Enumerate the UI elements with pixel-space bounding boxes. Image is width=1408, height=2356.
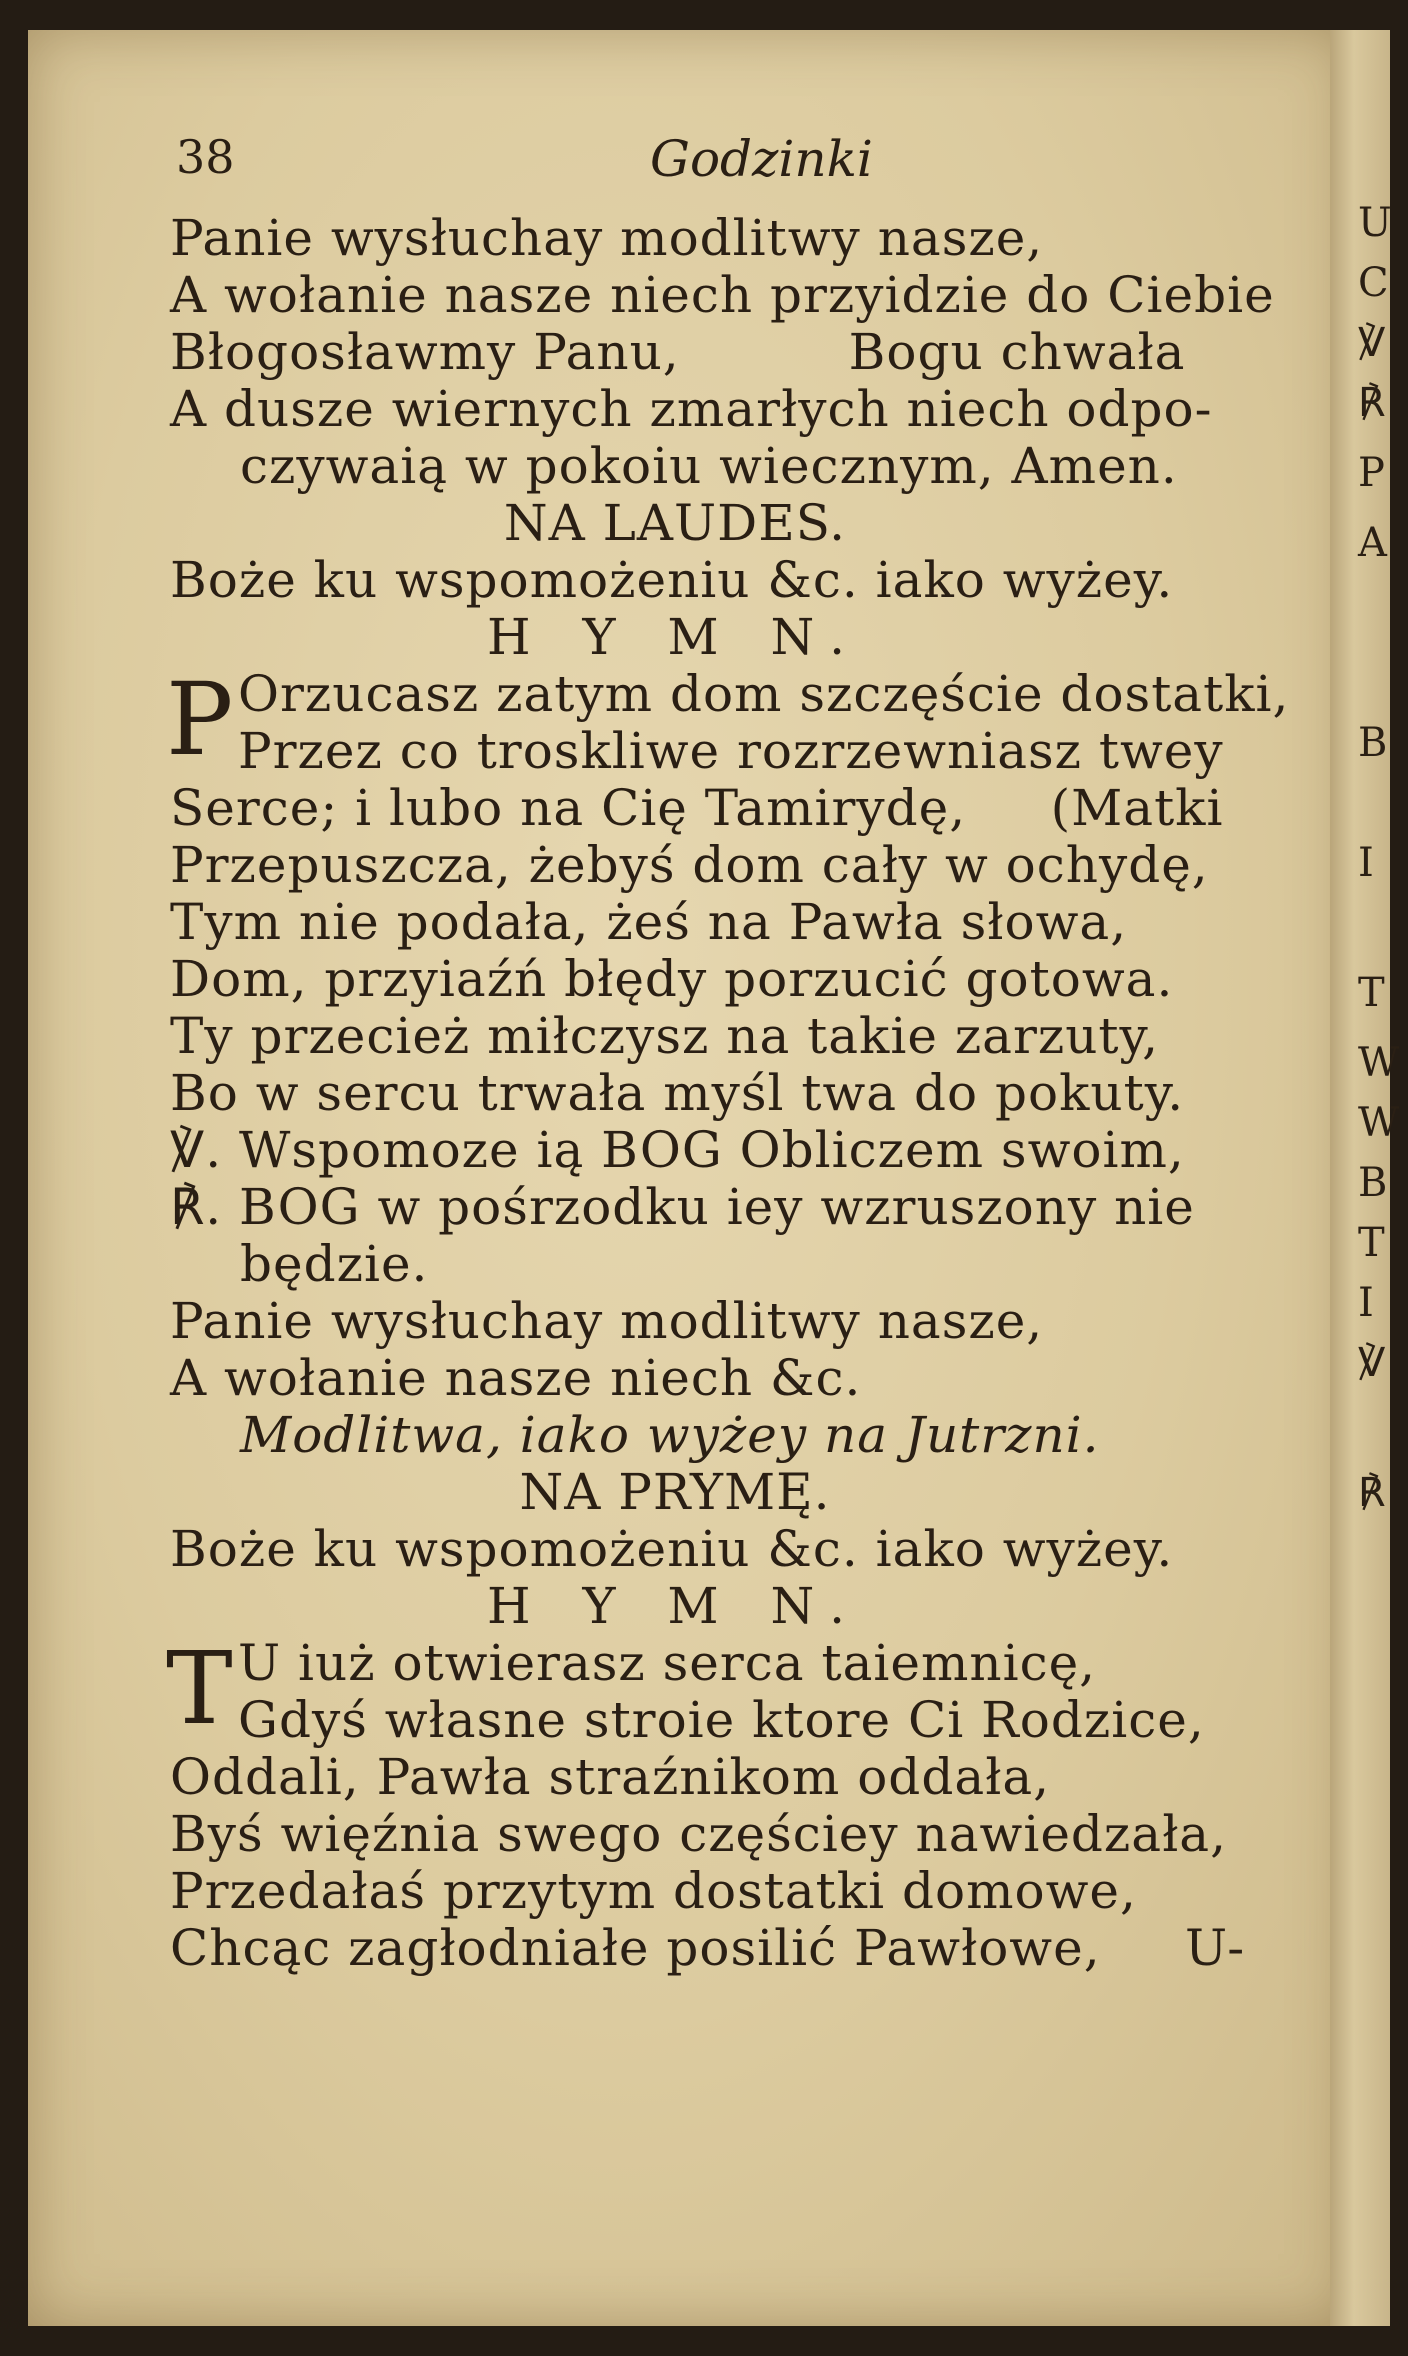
margin-letter: ℣ [1358,1340,1386,1386]
hymn-heading: H Y M N. [487,1577,863,1635]
text-line: U iuż otwierasz serca taiemnicę, [238,1634,1097,1692]
text-line: Ty przecież miłczysz na takie zarzuty, [170,1007,1160,1065]
text-line: Oddali, Pawła straźnikom oddała, [170,1748,1051,1806]
text-line: czywaią w pokoiu wiecznym, Amen. [240,437,1178,495]
margin-letter: B [1358,720,1388,766]
text-line: Przedałaś przytym dostatki domowe, [170,1862,1137,1920]
drop-capital: P [166,661,235,778]
running-title: Godzinki [650,130,873,188]
margin-letter: T [1358,970,1385,1016]
text-line: Tym nie podała, żeś na Pawła słowa, [170,893,1128,951]
margin-letter: W [1358,1040,1400,1086]
text-line: Panie wysłuchay modlitwy nasze, [170,1292,1044,1350]
versicle-line: ℣. Wspomoze ią BOG Obliczem swoim, [170,1121,1185,1179]
text-line: będzie. [240,1235,429,1293]
text-line: Bo w sercu trwała myśl twa do pokuty. [170,1064,1185,1122]
drop-capital: T [166,1630,234,1747]
section-heading: NA LAUDES. [503,494,847,552]
prayer-note: Modlitwa, iako wyżey na Jutrzni. [240,1406,1100,1464]
text-line: Dom, przyiaźń błędy porzucić gotowa. [170,950,1174,1008]
margin-letter: B [1358,1160,1388,1206]
hymn-heading: H Y M N. [487,608,863,666]
margin-letter: W [1358,1100,1400,1146]
text-line: A dusze wiernych zmarłych niech odpo- [170,380,1213,438]
margin-letter: ℣ [1358,320,1386,366]
running-header [170,130,1350,210]
text-line: Orzucasz zatym dom szczęście dostatki, [238,665,1290,723]
text-line: Byś więźnia swego częściey nawiedzała, [170,1805,1227,1863]
margin-letter: T [1358,1220,1385,1266]
text-line: Boże ku wspomożeniu &c. iako wyżey. [170,1520,1174,1578]
text-line: Przez co troskliwe rozrzewniasz twey [238,722,1224,780]
margin-letter: I [1358,840,1374,886]
text-line: Błogosławmy Panu, Bogu chwała [170,323,1186,381]
page-number: 38 [176,130,235,184]
response-line: ℟. BOG w pośrzodku iey wzruszony nie [170,1178,1195,1236]
text-line: Przepuszcza, żebyś dom cały w ochydę, [170,836,1209,894]
section-heading: NA PRYMĘ. [519,1463,831,1521]
page-text [166,130,1350,1977]
margin-letter: U [1358,200,1392,246]
margin-letter: ℟ [1358,1470,1386,1516]
text-line: Serce; i lubo na Cię Tamirydę, (Matki [170,779,1224,837]
margin-letter: I [1358,1280,1374,1326]
margin-letter: ℟ [1358,380,1386,426]
text-line: Chcąc zagłodniałe posilić Pawłowe, U- [170,1919,1246,1977]
text-line: Gdyś własne stroie ktore Ci Rodzice, [238,1691,1205,1749]
text-line: Panie wysłuchay modlitwy nasze, [170,209,1044,267]
text-line: A wołanie nasze niech &c. [170,1349,862,1407]
margin-letter: A [1358,520,1387,566]
text-line: A wołanie nasze niech przyidzie do Ciebie [170,266,1275,324]
margin-letter: P [1358,450,1385,496]
margin-letter: C [1358,260,1389,306]
text-line: Boże ku wspomożeniu &c. iako wyżey. [170,551,1174,609]
